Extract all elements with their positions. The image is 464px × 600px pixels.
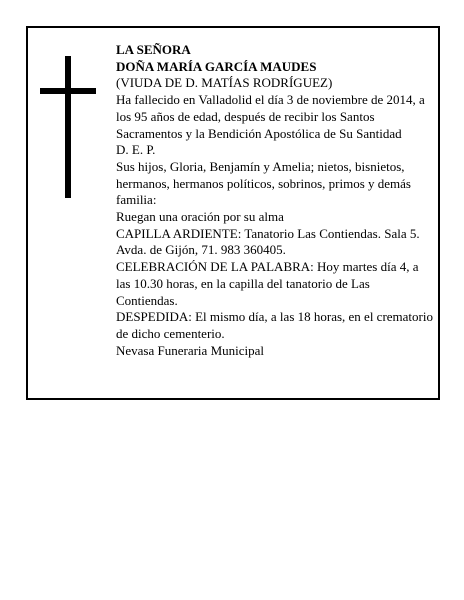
farewell-info: DESPEDIDA: El mismo día, a las 18 horas, en el crematorio de dicho cementerio. <box>116 309 433 341</box>
cross-vertical-bar <box>65 56 71 198</box>
celebration-info: CELEBRACIÓN DE LA PALABRA: Hoy martes día 4, a las 10.30 horas, en la capilla del tanatorio de Las Contiendas. <box>116 259 419 308</box>
family-list: Sus hijos, Gloria, Benjamín y Amelia; nietos, bisnietos, hermanos, hermanos políticos, sobrinos, primos y demás familia: <box>116 158 411 208</box>
prayer-request: Ruegan una oración por su alma <box>116 209 284 225</box>
funeral-home: Nevasa Funeraria Municipal <box>116 342 265 358</box>
notice-text <box>116 42 434 359</box>
cross-icon <box>40 56 96 198</box>
chapel-info: CAPILLA ARDIENTE: Tanatorio Las Contiendas. Sala 5. Avda. de Gijón, 71. 983 360405. <box>116 225 420 258</box>
notice-title: LA SEÑORA <box>116 42 191 57</box>
death-announcement: Ha fallecido en Valladolid el día 3 de noviembre de 2014, a los 95 años de edad, después de recibir los Santos Sacramentos y la Bendición Apostólica de Su Santidad <box>116 92 425 141</box>
rest-in-peace: D. E. P. <box>116 142 156 158</box>
deceased-name: DOÑA MARÍA GARCÍA MAUDES <box>116 58 317 74</box>
cross-horizontal-bar <box>40 88 96 94</box>
widow-of: (VIUDA DE D. MATÍAS RODRÍGUEZ) <box>116 75 333 91</box>
obituary-notice <box>26 26 440 400</box>
